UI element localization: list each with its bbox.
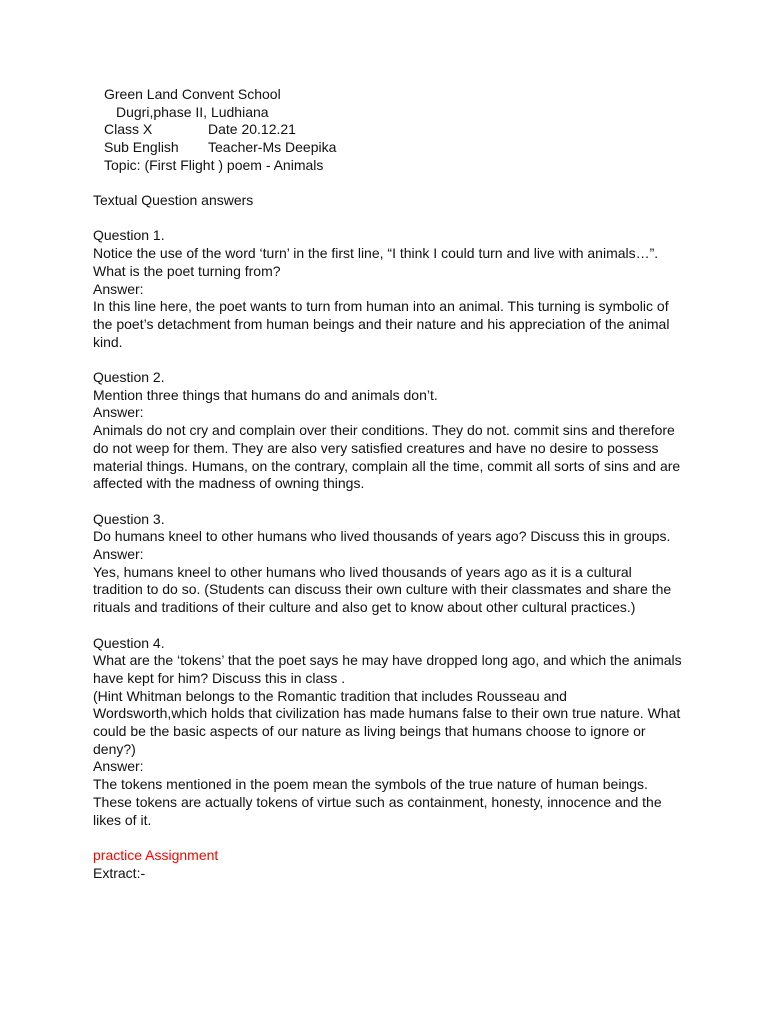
topic-label: Topic: (First Flight ) poem - Animals [104, 156, 324, 173]
school-name: Green Land Convent School [104, 86, 281, 102]
question-2-label: Question 2. [93, 369, 165, 385]
question-1-answer: In this line here, the poet wants to turn from human into an animal. This turning is symbolic of the poet’s detachment from human beings and their nature and his appreciation of the animal kind. [93, 298, 670, 350]
class-date-row [104, 121, 524, 139]
teacher-label: Teacher-Ms Deepika [208, 139, 337, 156]
topic-row [104, 157, 524, 175]
practice-assignment-title: practice Assignment [93, 846, 219, 863]
question-2-answer: Animals do not cry and complain over their conditions. They do not. commit sins and therefore do not weep for them. They are also very satisfied creatures and have no desire to possess material things. Humans, on the contrary, complain all the time, commit all sorts of sins and are affected with the madness of owning things. [93, 422, 681, 492]
class-label: Class X [104, 121, 153, 138]
question-4-hint: (Hint Whitman belongs to the Romantic tradition that includes Rousseau and Wordsworth,which holds that civilization has made humans false to their own true nature. What could be the basic aspects of our nature as living beings that humans choose to ignore or deny?) [93, 687, 681, 757]
subject-teacher-row [104, 139, 524, 157]
school-address-row [104, 104, 524, 122]
subject-label: Sub English [104, 139, 179, 156]
question-4-text: What are the ‘tokens’ that the poet says he may have dropped long ago, and which the animals have kept for him? Discuss this in class . [93, 652, 682, 686]
section-title: Textual Question answers [93, 192, 254, 208]
school-name-row [104, 86, 524, 104]
question-1-answer-label: Answer: [93, 280, 144, 297]
document-header [104, 86, 524, 175]
question-3-answer-label: Answer: [93, 546, 144, 563]
question-4-label: Question 4. [93, 634, 165, 651]
question-3-text: Do humans kneel to other humans who lived thousands of years ago? Discuss this in groups. [93, 528, 671, 545]
question-2-text: Mention three things that humans do and animals don’t. [93, 386, 438, 403]
question-3-label: Question 3. [93, 510, 165, 527]
extract-label: Extract:- [93, 864, 146, 881]
question-4-answer-label: Answer: [93, 758, 144, 775]
question-2-answer-label: Answer: [93, 404, 144, 421]
school-address: Dugri,phase II, Ludhiana [116, 103, 269, 120]
document-body [93, 192, 683, 882]
question-1-label: Question 1. [93, 227, 165, 244]
question-4-answer: The tokens mentioned in the poem mean the symbols of the true nature of human beings. These tokens are actually tokens of virtue such as containment, honesty, innocence and the likes of it. [93, 776, 662, 828]
date-label: Date 20.12.21 [208, 121, 296, 138]
question-3-answer: Yes, humans kneel to other humans who lived thousands of years ago as it is a cultural tradition to do so. (Students can discuss their own culture with their classmates and share the rituals and traditions of their culture and also get to know about other cultural practices.) [93, 563, 672, 616]
question-1-text: Notice the use of the word ‘turn’ in the first line, “I think I could turn and live with animals…”. What is the poet turning from? [93, 245, 659, 279]
